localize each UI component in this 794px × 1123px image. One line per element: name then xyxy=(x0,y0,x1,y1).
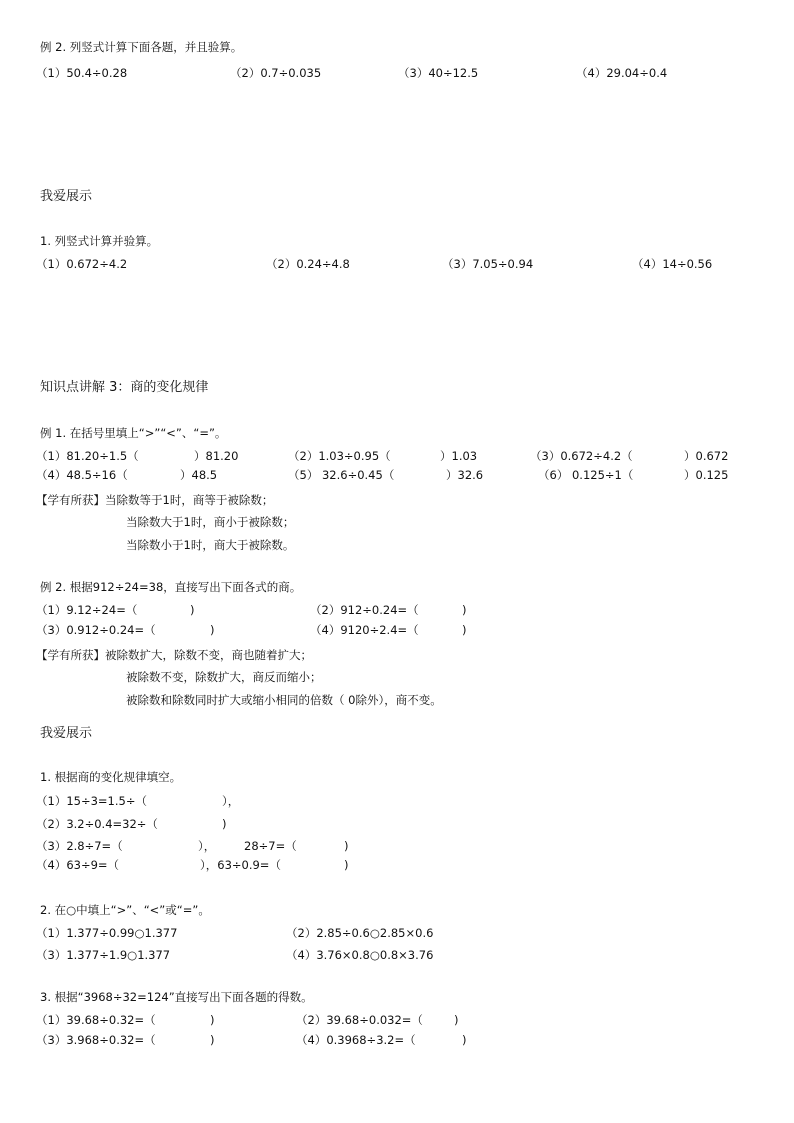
compare-1-right: ）81.20 xyxy=(194,449,239,463)
quotient-4-left: （4）9120÷2.4=（ xyxy=(310,623,419,637)
fill-2-right: ) xyxy=(222,817,227,831)
quotient-3-right: ) xyxy=(210,623,215,637)
compare-2-left: （2）1.03÷0.95（ xyxy=(288,449,391,463)
fill-3-second: 28÷7=（ xyxy=(244,839,297,853)
show2-q1-title: 1. 根据商的变化规律填空。 xyxy=(40,770,182,784)
result-1-left: （1）39.68÷0.32=（ xyxy=(36,1013,156,1027)
problem-2: （2）0.7÷0.035 xyxy=(230,66,322,80)
fill-4-mid: ），63÷0.9=（ xyxy=(200,858,281,872)
result-1-right: ) xyxy=(210,1013,215,1027)
compare-5-right: ）32.6 xyxy=(446,468,484,482)
compare-3-left: （3）0.672÷4.2（ xyxy=(530,449,633,463)
result-3-left: （3）3.968÷0.32=（ xyxy=(36,1033,156,1047)
compare-1-left: （1）81.20÷1.5（ xyxy=(36,449,139,463)
circle-compare-3: （3）1.377÷1.9○1.377 xyxy=(36,948,171,962)
compare-5-left: （5） 32.6÷0.45（ xyxy=(288,468,395,482)
knowledge-point-title: 知识点讲解 3：商的变化规律 xyxy=(40,380,209,395)
show2-q2-title: 2. 在○中填上“>”、“<”或“=”。 xyxy=(40,903,210,917)
result-4-right: ) xyxy=(462,1033,467,1047)
quotient-1-left: （1）9.12÷24=（ xyxy=(36,603,138,617)
result-4-left: （4）0.3968÷3.2=（ xyxy=(296,1033,416,1047)
section-heading-show-2: 我爱展示 xyxy=(40,726,93,741)
problem-3: （3）40÷12.5 xyxy=(398,66,479,80)
circle-compare-4: （4）3.76×0.8○0.8×3.76 xyxy=(286,948,434,962)
quotient-2-right: ) xyxy=(462,603,467,617)
fill-1-left: （1）15÷3=1.5÷（ xyxy=(36,794,147,808)
show2-q3-title: 3. 根据“3968÷32=124”直接写出下面各题的得数。 xyxy=(40,990,313,1004)
compare-4-left: （4）48.5÷16（ xyxy=(36,468,128,482)
example-1-title: 例 1. 在括号里填上“>”“<”、“=”。 xyxy=(40,426,227,440)
quotient-1-right: ) xyxy=(190,603,195,617)
result-3-right: ) xyxy=(210,1033,215,1047)
problem-4: （4）29.04÷0.4 xyxy=(576,66,668,80)
learning-gain-3: 当除数小于1时，商大于被除数。 xyxy=(126,538,295,552)
compare-2-right: ）1.03 xyxy=(440,449,478,463)
learning-gain-1: 【学有所获】当除数等于1时，商等于被除数； xyxy=(36,493,274,507)
compare-4-right: ）48.5 xyxy=(180,468,218,482)
learning-gain-b1: 【学有所获】被除数扩大，除数不变，商也随着扩大； xyxy=(36,648,312,662)
problem-4: （4）14÷0.56 xyxy=(632,257,713,271)
section-heading-show: 我爱展示 xyxy=(40,189,93,204)
result-2-left: （2）39.68÷0.032=（ xyxy=(296,1013,423,1027)
fill-4-right: ) xyxy=(344,858,349,872)
show-q1-title: 1. 列竖式计算并验算。 xyxy=(40,234,159,248)
problem-1: （1）50.4÷0.28 xyxy=(36,66,128,80)
learning-gain-b3: 被除数和除数同时扩大或缩小相同的倍数（ 0除外），商不变。 xyxy=(126,693,442,707)
problem-1: （1）0.672÷4.2 xyxy=(36,257,128,271)
learning-gain-2: 当除数大于1时，商小于被除数； xyxy=(126,515,295,529)
problem-2: （2）0.24÷4.8 xyxy=(266,257,350,271)
fill-3-left: （3）2.8÷7=（ xyxy=(36,839,123,853)
fill-4-left: （4）63÷9=（ xyxy=(36,858,120,872)
quotient-4-right: ) xyxy=(462,623,467,637)
problem-3: （3）7.05÷0.94 xyxy=(442,257,534,271)
compare-6-right: ）0.125 xyxy=(684,468,729,482)
quotient-2-left: （2）912÷0.24=（ xyxy=(310,603,419,617)
fill-3-mid: ）， xyxy=(198,839,216,853)
quotient-3-left: （3）0.912÷0.24=（ xyxy=(36,623,156,637)
compare-3-right: ）0.672 xyxy=(684,449,729,463)
circle-compare-2: （2）2.85÷0.6○2.85×0.6 xyxy=(286,926,434,940)
learning-gain-b2: 被除数不变，除数扩大，商反而缩小； xyxy=(126,670,322,684)
fill-3-right: ) xyxy=(344,839,349,853)
fill-1-right: ）， xyxy=(222,794,240,808)
compare-6-left: （6） 0.125÷1（ xyxy=(538,468,634,482)
fill-2-left: （2）3.2÷0.4=32÷（ xyxy=(36,817,158,831)
example-2b-title: 例 2. 根据912÷24=38，直接写出下面各式的商。 xyxy=(40,580,302,594)
circle-compare-1: （1）1.377÷0.99○1.377 xyxy=(36,926,178,940)
example-2-title: 例 2. 列竖式计算下面各题，并且验算。 xyxy=(40,40,243,54)
result-2-right: ) xyxy=(454,1013,459,1027)
